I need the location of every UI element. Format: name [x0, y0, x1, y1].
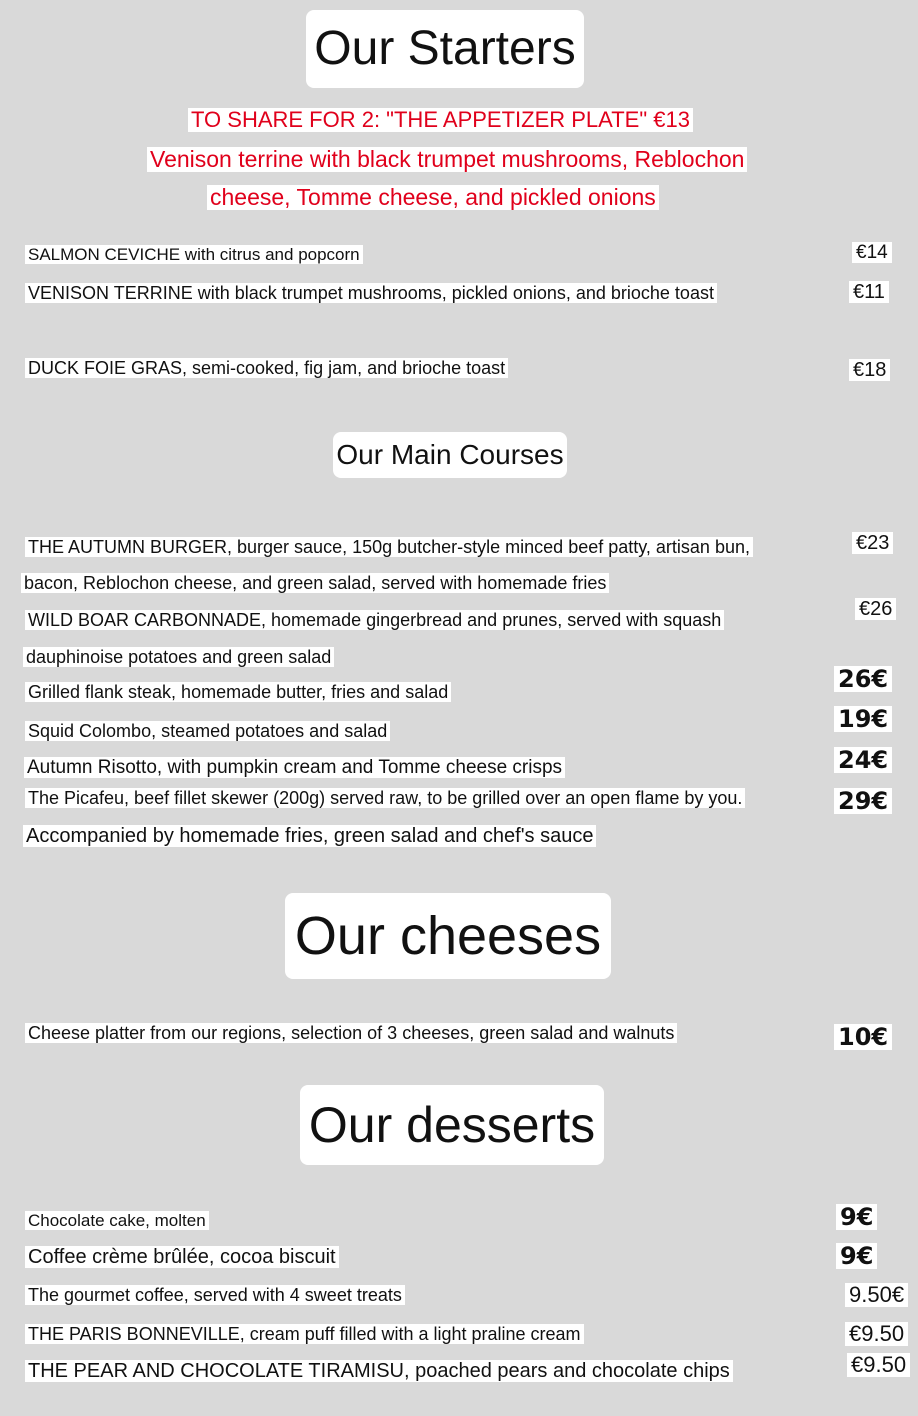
dessert-item-name: THE PARIS BONNEVILLE, cream puff filled with a light praline cream — [25, 1324, 584, 1344]
starter-item-price: €14 — [852, 242, 892, 263]
desserts-title: Our desserts — [300, 1085, 604, 1165]
appetizer-plate-line: TO SHARE FOR 2: "THE APPETIZER PLATE" €13 — [188, 108, 693, 132]
main-item-name-continued: dauphinoise potatoes and green salad — [23, 647, 334, 667]
starter-item-name: SALMON CEVICHE with citrus and popcorn — [25, 245, 363, 264]
cheese-item-price: 10€ — [834, 1024, 892, 1050]
starter-item-name: DUCK FOIE GRAS, semi-cooked, fig jam, and brioche toast — [25, 358, 508, 378]
dessert-item-price: 9.50€ — [845, 1283, 908, 1307]
appetizer-plate-description-2: cheese, Tomme cheese, and pickled onions — [207, 185, 659, 210]
main-item-name: The Picafeu, beef fillet skewer (200g) served raw, to be grilled over an open flame by you. — [25, 788, 745, 808]
dessert-item-name: Coffee crème brûlée, cocoa biscuit — [25, 1246, 339, 1268]
main-item-name-continued: Accompanied by homemade fries, green salad and chef's sauce — [23, 825, 596, 847]
dessert-item-price: 9€ — [836, 1204, 877, 1230]
dessert-item-name: The gourmet coffee, served with 4 sweet treats — [25, 1285, 405, 1305]
main-item-price: €23 — [852, 532, 893, 554]
dessert-item-price: €9.50 — [847, 1353, 910, 1377]
dessert-item-price: €9.50 — [845, 1322, 908, 1346]
main-item-price: 29€ — [834, 788, 892, 814]
dessert-item-price: 9€ — [836, 1243, 877, 1269]
main-item-name: THE AUTUMN BURGER, burger sauce, 150g butcher-style minced beef patty, artisan bun, — [25, 537, 753, 557]
main-item-name: WILD BOAR CARBONNADE, homemade gingerbread and prunes, served with squash — [25, 610, 724, 630]
main-item-name-continued: bacon, Reblochon cheese, and green salad, served with homemade fries — [21, 573, 609, 593]
main-item-price: €26 — [855, 598, 896, 620]
starters-title: Our Starters — [306, 10, 584, 88]
main-item-price: 24€ — [834, 747, 892, 773]
cheeses-title: Our cheeses — [285, 893, 611, 979]
main-item-name: Squid Colombo, steamed potatoes and salad — [25, 721, 390, 741]
cheese-item-name: Cheese platter from our regions, selection of 3 cheeses, green salad and walnuts — [25, 1023, 677, 1043]
starter-item-name: VENISON TERRINE with black trumpet mushrooms, pickled onions, and brioche toast — [25, 283, 717, 303]
main-item-name: Autumn Risotto, with pumpkin cream and Tomme cheese crisps — [24, 757, 565, 778]
main-item-name: Grilled flank steak, homemade butter, fries and salad — [25, 682, 451, 702]
main-item-price: 26€ — [834, 666, 892, 692]
appetizer-plate-description-1: Venison terrine with black trumpet mushrooms, Reblochon — [147, 147, 747, 172]
starter-item-price: €18 — [849, 359, 890, 381]
main-item-price: 19€ — [834, 706, 892, 732]
dessert-item-name: THE PEAR AND CHOCOLATE TIRAMISU, poached pears and chocolate chips — [25, 1360, 733, 1382]
starter-item-price: €11 — [849, 281, 889, 303]
mains-title: Our Main Courses — [333, 432, 567, 478]
dessert-item-name: Chocolate cake, molten — [25, 1211, 209, 1230]
